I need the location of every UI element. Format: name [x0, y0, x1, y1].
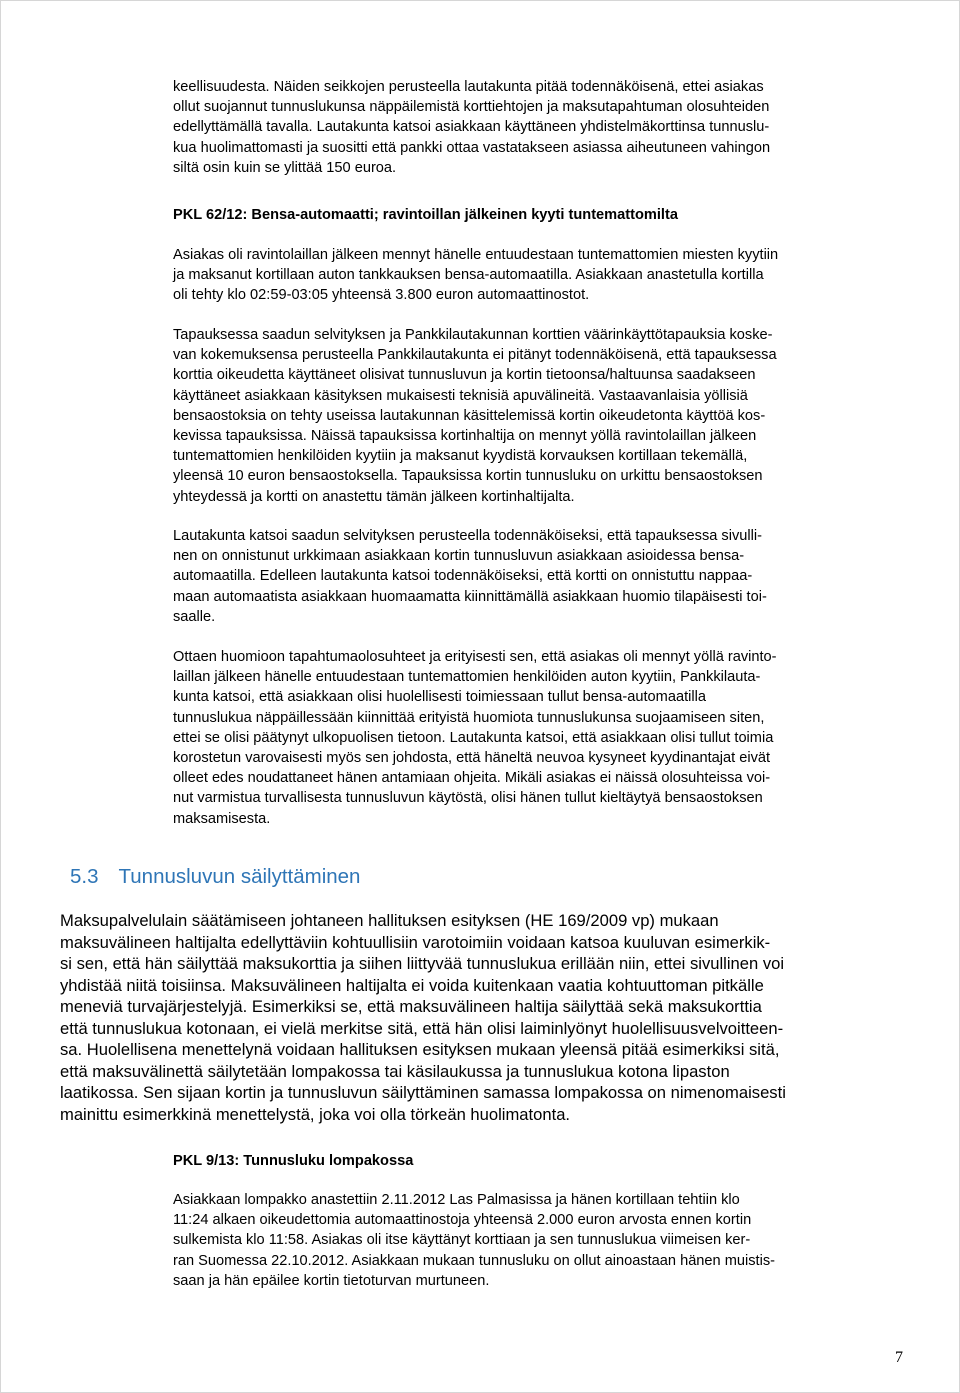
- text-line: Asiakkaan lompakko anastettiin 2.11.2012 Las Palmasissa ja hänen kortillaan tehtiin klo: [173, 1192, 740, 1208]
- text-line: kunta katsoi, että asiakkaan olisi huolellisesti toimiessaan tullut bensa-automaatilla: [173, 689, 706, 706]
- text-line: van kokemuksensa perusteella Pankkilautakunta ei pitänyt todennäköisenä, että tapauksessa: [173, 347, 777, 364]
- text-line: maksamisesta.: [173, 810, 271, 827]
- page-number: 7: [895, 1349, 903, 1366]
- paragraph-case-1-finding: [173, 526, 913, 627]
- text-line: tuntemattomien henkilöiden kyytiin ja maksanut kyydistä korvauksen kortillaan tekemällä,: [173, 448, 748, 465]
- text-line: olleet edes noudattaneet hänen antamiaan ohjeita. Mikäli asiakas ei näissä olosuhteissa voi-: [173, 770, 771, 787]
- text-line: ettei se olisi päätynyt ulkopuolisen tietoon. Lautakunta katsoi, että asiakkaan olisi tullut toimia: [173, 729, 774, 746]
- text-line: saalle.: [173, 608, 216, 625]
- text-line: korostetun varovaisesti myös sen johdosta, että häneltä neuvoa kysyneet kyydinantajat eivät: [173, 750, 771, 767]
- text-line: laillan jälkeen hänelle entuudestaan tuntemattomien henkilöiden auton kyytiin, Pankkilauta-: [173, 669, 761, 686]
- text-line: si sen, että hän säilyttää maksukorttia ja siihen liittyvää tunnuslukua erillään niin, ettei sivullinen voi: [60, 954, 785, 973]
- text-line: meneviä turvajärjestelyjä. Esimerkiksi se, että maksuvälineen haltija säilyttää sekä maksukorttia: [60, 997, 762, 1016]
- text-line: siltä osin kuin se ylittää 150 euroa.: [173, 159, 397, 176]
- case-title-pkl-9-13: PKL 9/13: Tunnusluku lompakossa: [173, 1153, 414, 1169]
- text-line: ran Suomessa 22.10.2012. Asiakkaan mukaan tunnusluku on ollut ainoastaan hänen muistis-: [173, 1252, 775, 1269]
- text-line: nut varmistua turvallisesta tunnusluvun käytöstä, olisi hänen tullut kieltäytyä bensaostoksen: [173, 790, 763, 807]
- text-line: että tunnuslukua kotonaan, ei vielä merkitse sitä, että hän olisi laiminlyönyt huolellisuusvelvoitteen-: [60, 1018, 784, 1038]
- text-line: keellisuudesta. Näiden seikkojen perusteella lautakunta pitää todennäköisenä, ettei asiakas: [173, 79, 764, 95]
- paragraph-decision-1: [173, 77, 913, 178]
- section-number: 5.3: [70, 865, 99, 888]
- text-line: käyttäneet asiakkaan käsityksen mukaisesti teknisiä apuvälineitä. Vastaavanlaisia yöllisiä: [173, 387, 748, 404]
- text-line: 11:24 alkaen oikeudettomia automaattinostoja yhteensä 2.000 euron arvosta ennen kortin: [173, 1212, 752, 1229]
- text-line: Tapauksessa saadun selvityksen ja Pankkilautakunnan korttien väärinkäyttötapauksia koske-: [173, 327, 773, 343]
- paragraph-main-section-text: [60, 910, 920, 1125]
- paragraph-case-1-conclusion: [173, 647, 913, 829]
- text-line: Asiakas oli ravintolaillan jälkeen mennyt hänelle entuudestaan tuntemattomien miesten kyytiin: [173, 247, 779, 263]
- text-line: saan ja hän epäilee kortin tietoturvan murtuneen.: [173, 1272, 490, 1289]
- text-line: bensaostoksia on tehty useissa lautakunnan käsittelemissä kortin oikeudetonta käyttöä kos-: [173, 407, 766, 424]
- text-line: yhdistää niitä toisiinsa. Maksuvälineen haltijalta ei voida kuitenkaan vaatia kohtuuttoman pitkälle: [60, 975, 764, 995]
- text-line: yhteydessä ja kortti on anastettu tämän jälkeen kortinhaltijalta.: [173, 488, 575, 505]
- text-line: korttia oikeudetta käyttäneet olisivat tunnusluvun ja kortin tietoonsa/haltuunsa saadakseen: [173, 367, 756, 384]
- text-line: maksuvälineen haltijalta edellyttäviin kohtuullisiin varotoimiin voidaan katsoa kuuluvan esimerkik-: [60, 932, 771, 952]
- paragraph-case-2-facts: [173, 1190, 913, 1291]
- text-line: edellyttämällä tavalla. Lautakunta katsoi asiakkaan käyttäneen yhdistelmäkorttinsa tunnuslu-: [173, 119, 770, 136]
- text-line: tunnuslukua näppäillessään kiinnittää erityistä huomiota tunnuslukunsa suojaamiseen siten,: [173, 709, 765, 726]
- paragraph-case-1-facts: [173, 245, 913, 306]
- text-line: kua huolimattomasti ja suositti että pankki ottaa vastatakseen asiassa aiheutuneen vahingon: [173, 139, 771, 156]
- text-line: Ottaen huomioon tapahtumaolosuhteet ja erityisesti sen, että asiakas oli mennyt yöllä ravinto-: [173, 649, 777, 665]
- text-line: sa. Huolellisena menettelynä voidaan hallituksen esityksen mukaan yleensä pitää esimerkiksi sitä,: [60, 1040, 780, 1059]
- text-line: yleensä 10 euron bensaostoksella. Tapauksissa kortin tunnusluku on urkittu bensaostoksen: [173, 468, 763, 485]
- text-line: Lautakunta katsoi saadun selvityksen perusteella todennäköiseksi, että tapauksessa sivulli-: [173, 528, 762, 544]
- text-line: oli tehty klo 02:59-03:05 yhteensä 3.800 euron automaattinostot.: [173, 287, 590, 304]
- section-heading: [70, 864, 360, 890]
- text-line: laatikossa. Sen sijaan kortin ja tunnusluvun säilyttäminen samassa lompakossa on nimenomaisesti: [60, 1083, 786, 1102]
- text-line: sulkemista klo 11:58. Asiakas oli itse käyttänyt korttiaan ja sen tunnuslukua viimeisen ker-: [173, 1232, 751, 1249]
- text-line: maan automaatista asiakkaan huomaamatta kiinnittämällä asiakkaan huomio tilapäisesti toi-: [173, 588, 767, 605]
- text-line: nen on onnistunut urkkimaan asiakkaan kortin tunnusluvun asiakkaan asioidessa bensa-: [173, 548, 745, 565]
- paragraph-case-1-investigation: [173, 325, 913, 507]
- section-title: Tunnusluvun säilyttäminen: [118, 865, 361, 888]
- text-line: mainittu esimerkkinä menettelystä, joka voi olla törkeän huolimatonta.: [60, 1104, 571, 1124]
- text-line: automaatilla. Edelleen lautakunta katsoi todennäköiseksi, että kortti on onnistuttu nappaa-: [173, 568, 753, 585]
- text-line: ollut suojannut tunnuslukunsa näppäilemistä korttiehtojen ja maksutapahtuman olosuhteiden: [173, 99, 770, 116]
- text-line: Maksupalvelulain säätämiseen johtaneen hallituksen esityksen (HE 169/2009 vp) mukaan: [60, 911, 719, 930]
- case-title-pkl-62-12: PKL 62/12: Bensa-automaatti; ravintoillan jälkeinen kyyti tuntemattomilta: [173, 207, 678, 223]
- text-line: että maksuvälinettä säilytetään lompakossa tai käsilaukussa ja tunnuslukua kotona lipaston: [60, 1061, 730, 1081]
- text-line: kevissa tapauksissa. Näissä tapauksissa kortinhaltija on mennyt yöllä ravintolaillan jälkeen: [173, 428, 757, 445]
- text-line: ja maksanut kortillaan auton tankkauksen bensa-automaatilla. Asiakkaan anastetulla kortilla: [173, 267, 764, 284]
